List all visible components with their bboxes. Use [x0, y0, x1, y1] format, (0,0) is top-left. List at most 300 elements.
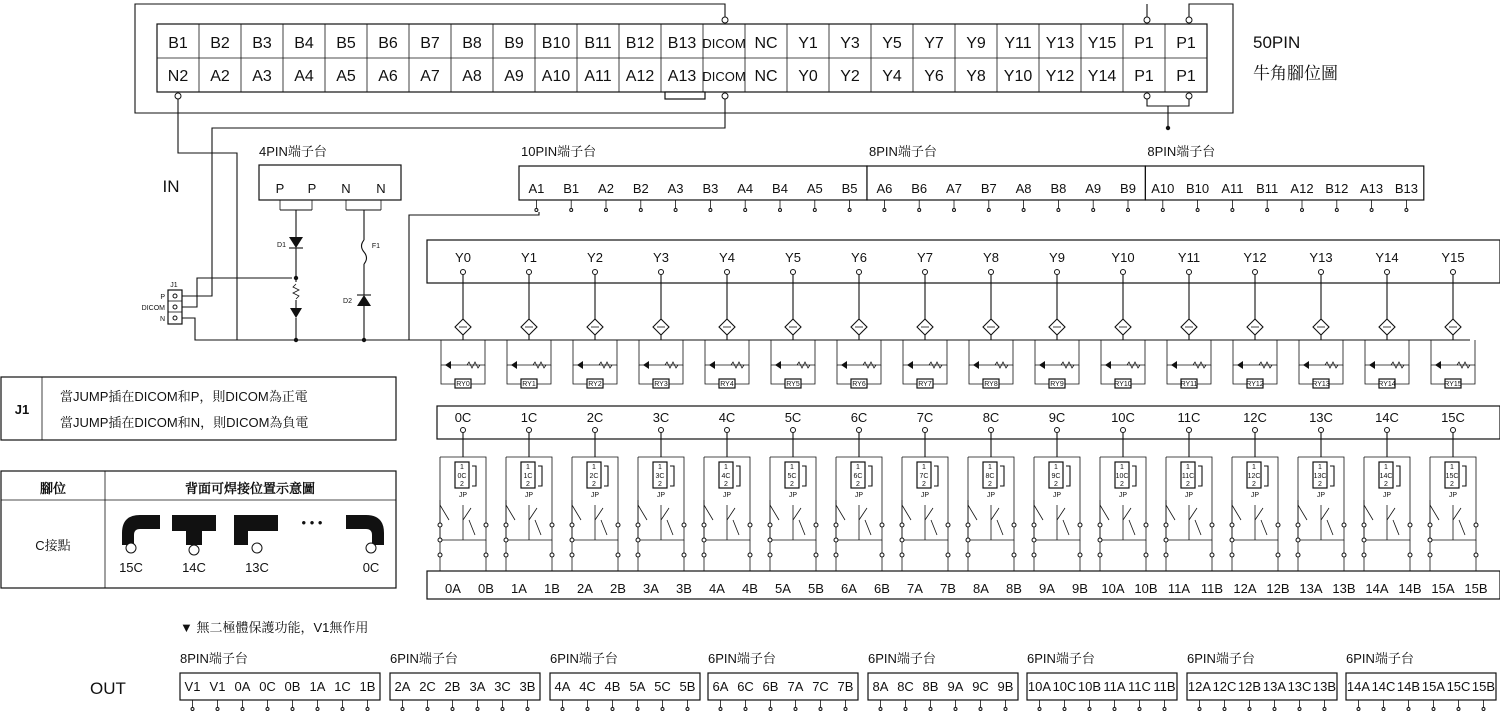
connector-pin-top: B4 — [294, 35, 314, 52]
jp-pin1: 1 — [1054, 464, 1058, 471]
input-pin: A8 — [1015, 181, 1032, 196]
contact-channel-9 — [1032, 433, 1082, 579]
contact-channel-6 — [834, 433, 884, 579]
jp-c-label: 8C — [985, 473, 995, 480]
jp-pin1: 1 — [988, 464, 992, 471]
output-pin: 3B — [519, 679, 536, 694]
contact-channel-0 — [438, 433, 488, 579]
jp-pin1: 1 — [526, 464, 530, 471]
b-contact-label: 11B — [1200, 581, 1224, 596]
connector-pin-bottom: P1 — [1176, 68, 1196, 85]
b-contact-label: 7B — [940, 581, 956, 596]
connector-pin-bottom: Y12 — [1045, 68, 1075, 85]
jp-pin1: 1 — [1450, 464, 1454, 471]
j1-note — [1, 377, 396, 440]
input-pin: B2 — [632, 181, 649, 196]
jp-c-label: 2C — [589, 473, 599, 480]
contact-channel-12 — [1230, 433, 1280, 579]
input-pin: B5 — [841, 181, 858, 196]
a-contact-label: 8A — [973, 581, 989, 596]
connector-pin-bottom: Y2 — [840, 68, 860, 85]
b-contact-label: 15B — [1464, 581, 1488, 596]
input-pin: B13 — [1394, 181, 1418, 196]
jp-pin2: 2 — [592, 481, 596, 488]
input-pin: A6 — [876, 181, 893, 196]
output-pin: 14A — [1346, 679, 1371, 694]
jp-c-label: 15C — [1445, 473, 1459, 480]
jp-pin2: 2 — [724, 481, 728, 488]
terminal-4pin-pin: N — [341, 181, 351, 196]
output-pin: V1 — [209, 679, 226, 694]
y-channel-label: Y10 — [1111, 250, 1135, 265]
connector-title: 50PIN — [1253, 33, 1301, 52]
y-channel-label: Y1 — [521, 250, 537, 265]
jp-pin1: 1 — [922, 464, 926, 471]
output-pin: 13C — [1287, 679, 1312, 694]
connector-pin-bottom: Y10 — [1003, 68, 1033, 85]
jp-label: JP — [458, 492, 468, 499]
in-label: IN — [162, 177, 180, 196]
jp-c-label: 9C — [1051, 473, 1061, 480]
output-pin: 1A — [309, 679, 326, 694]
output-block-title: 6PIN端子台 — [550, 651, 618, 666]
output-pin: 0C — [259, 679, 276, 694]
jp-label: JP — [656, 492, 666, 499]
output-pin: 9B — [997, 679, 1014, 694]
relay-label: RY9 — [1050, 381, 1064, 388]
jp-c-label: 5C — [787, 473, 797, 480]
y-channel-label: Y14 — [1375, 250, 1399, 265]
b-contact-label: 2B — [610, 581, 626, 596]
c-channel-label: 8C — [982, 410, 1000, 425]
output-pin: 15C — [1446, 679, 1471, 694]
output-pin: 5A — [629, 679, 646, 694]
input-pin: B9 — [1120, 181, 1136, 196]
a-contact-label: 5A — [775, 581, 791, 596]
jp-label: JP — [722, 492, 732, 499]
relay-label: RY2 — [588, 381, 602, 388]
c-channel-label: 2C — [586, 410, 604, 425]
jp-pin1: 1 — [1120, 464, 1124, 471]
relay-channel-3 — [639, 275, 683, 388]
output-pin: 7C — [812, 679, 829, 694]
out-label: OUT — [90, 679, 126, 698]
output-pin: 6A — [712, 679, 729, 694]
relay-channel-2 — [573, 275, 617, 388]
relay-channel-5 — [771, 275, 815, 388]
input-pin: A2 — [598, 181, 614, 196]
jp-label: JP — [788, 492, 798, 499]
y-channel-label: Y11 — [1177, 250, 1201, 265]
output-block-4 — [868, 673, 1018, 700]
relay-channel-0 — [441, 275, 485, 388]
input-pin: B12 — [1325, 181, 1349, 196]
output-pin: 13A — [1262, 679, 1287, 694]
b-contact-label: 6B — [874, 581, 890, 596]
y-channel-label: Y9 — [1049, 250, 1065, 265]
input-pin: A5 — [806, 181, 823, 196]
c-channel-label: 4C — [718, 410, 736, 425]
j1-pin-label: N — [159, 316, 165, 323]
connector-pin-bottom: Y4 — [882, 68, 902, 85]
b-contact-label: 13B — [1332, 581, 1356, 596]
output-pin: 1B — [359, 679, 376, 694]
connector-pin-bottom: A13 — [667, 68, 697, 85]
c-channel-label: 10C — [1111, 410, 1135, 425]
relay-label: RY10 — [1114, 381, 1132, 388]
connector-pin-top: Y13 — [1045, 35, 1075, 52]
connector-pin-bottom: A2 — [210, 68, 230, 85]
relay-channel-12 — [1233, 275, 1277, 388]
output-pin: 4A — [554, 679, 571, 694]
jp-pin1: 1 — [856, 464, 860, 471]
output-pin: 10B — [1077, 679, 1102, 694]
d2-label: D2 — [343, 298, 352, 305]
relay-label: RY3 — [654, 381, 668, 388]
y-channel-label: Y3 — [653, 250, 669, 265]
connector-pin-top: B11 — [584, 35, 612, 52]
jp-pin1: 1 — [1384, 464, 1388, 471]
jp-label: JP — [854, 492, 864, 499]
a-contact-label: 3A — [643, 581, 659, 596]
a-contact-label: 14A — [1365, 581, 1389, 596]
a-contact-label: 0A — [445, 581, 461, 596]
ab-row — [427, 571, 1500, 599]
output-pin: 2C — [419, 679, 436, 694]
relay-channel-10 — [1101, 275, 1145, 388]
contact-channel-3 — [636, 433, 686, 579]
output-block-3 — [708, 673, 858, 700]
jp-pin1: 1 — [1252, 464, 1256, 471]
terminal-4pin-pin: P — [275, 181, 285, 196]
jp-pin1: 1 — [790, 464, 794, 471]
relay-channel-1 — [507, 275, 551, 388]
connector-pin-top: B6 — [378, 35, 398, 52]
output-pin: 1C — [334, 679, 351, 694]
c-channel-label: 6C — [850, 410, 868, 425]
connector-pin-bottom: DICOM — [702, 69, 746, 84]
c-channel-label: 7C — [916, 410, 934, 425]
input-pin: B4 — [772, 181, 788, 196]
output-y-row — [427, 240, 1500, 283]
j1-note-line2: 當JUMP插在DICOM和N，則DICOM為負電 — [60, 415, 309, 430]
relay-channel-9 — [1035, 275, 1079, 388]
connector-pin-top: P1 — [1134, 35, 1154, 52]
output-pin: 6B — [762, 679, 779, 694]
input-pin: A11 — [1221, 181, 1244, 196]
connector-pin-top: NC — [754, 35, 778, 52]
output-pin: 2A — [394, 679, 411, 694]
connector-pin-top: Y7 — [924, 35, 944, 52]
output-pin: 0A — [234, 679, 251, 694]
relay-label: RY1 — [522, 381, 536, 388]
output-block-title: 8PIN端子台 — [180, 651, 248, 666]
relay-channel-13 — [1299, 275, 1343, 388]
contact-channel-7 — [900, 433, 950, 579]
y-channel-label: Y5 — [785, 250, 801, 265]
output-pin: 14C — [1371, 679, 1396, 694]
j1-note-label: J1 — [14, 402, 30, 417]
y-channel-label: Y12 — [1243, 250, 1267, 265]
input-pin: B7 — [980, 181, 997, 196]
contact-channel-2 — [570, 433, 620, 579]
jp-c-label: 7C — [919, 473, 929, 480]
output-pin: 4B — [604, 679, 621, 694]
jp-c-label: 14C — [1379, 473, 1393, 480]
a-contact-label: 13A — [1299, 581, 1323, 596]
connector-pin-bottom: A10 — [541, 68, 571, 85]
connector-50pin — [157, 24, 1207, 99]
jp-pin2: 2 — [1318, 481, 1322, 488]
jp-label: JP — [920, 492, 930, 499]
connector-pin-top: Y1 — [798, 35, 818, 52]
a-contact-label: 12A — [1233, 581, 1257, 596]
contact-channel-10 — [1098, 433, 1148, 579]
b-contact-label: 1B — [544, 581, 560, 596]
jp-label: JP — [1184, 492, 1194, 499]
input-block-title: 8PIN端子台 — [869, 144, 937, 159]
a-contact-label: 10A — [1101, 581, 1125, 596]
y-channel-label: Y13 — [1309, 250, 1333, 265]
b-contact-label: 4B — [742, 581, 758, 596]
a-contact-label: 4A — [709, 581, 725, 596]
output-pin: 8A — [872, 679, 889, 694]
contact-channel-1 — [504, 433, 554, 579]
input-pin: A1 — [528, 181, 545, 196]
output-pin: 15B — [1471, 679, 1496, 694]
output-pin: 3C — [494, 679, 511, 694]
relay-label: RY12 — [1246, 381, 1264, 388]
c-channel-label: 9C — [1048, 410, 1066, 425]
connector-pin-bottom: Y6 — [924, 68, 944, 85]
a-contact-label: 11A — [1167, 581, 1191, 596]
relay-label: RY8 — [984, 381, 998, 388]
jp-c-label: 10C — [1115, 473, 1129, 480]
connector-pin-top: B8 — [462, 35, 482, 52]
jp-pin1: 1 — [724, 464, 728, 471]
jp-c-label: 13C — [1313, 473, 1327, 480]
b-contact-label: 10B — [1134, 581, 1158, 596]
relay-label: RY4 — [720, 381, 734, 388]
output-pin: 0B — [284, 679, 301, 694]
output-block-title: 6PIN端子台 — [868, 651, 936, 666]
output-pin: 3A — [469, 679, 486, 694]
jp-pin2: 2 — [1186, 481, 1190, 488]
j1-jumper — [142, 278, 1470, 340]
j1-pin-label: P — [160, 294, 165, 301]
jp-label: JP — [1316, 492, 1326, 499]
y-channel-label: Y15 — [1441, 250, 1465, 265]
input-pin: B8 — [1050, 181, 1067, 196]
relay-channel-11 — [1167, 275, 1211, 388]
b-contact-label: 0B — [478, 581, 494, 596]
output-pin: 7A — [787, 679, 804, 694]
b-contact-label: 5B — [808, 581, 824, 596]
output-pin: 7B — [837, 679, 854, 694]
output-block-1 — [390, 673, 540, 700]
relay-label: RY5 — [786, 381, 800, 388]
connector-subtitle: 牛角腳位圖 — [1253, 64, 1338, 83]
common-c-row — [437, 406, 1500, 439]
output-block-2 — [550, 673, 700, 700]
input-pin: B11 — [1256, 181, 1279, 196]
output-pin: 14B — [1396, 679, 1421, 694]
contact-channel-11 — [1164, 433, 1214, 579]
b-contact-label: 12B — [1266, 581, 1290, 596]
jp-c-label: 4C — [721, 473, 731, 480]
connector-pin-top: P1 — [1176, 35, 1196, 52]
jp-label: JP — [1052, 492, 1062, 499]
jp-label: JP — [1448, 492, 1458, 499]
jp-c-label: 12C — [1247, 473, 1261, 480]
terminal-4pin — [259, 165, 401, 342]
jp-pin2: 2 — [922, 481, 926, 488]
note-text: ▼ 無二極體保護功能，V1無作用 — [180, 620, 369, 635]
input-block-title: 10PIN端子台 — [521, 144, 597, 159]
jp-pin2: 2 — [1054, 481, 1058, 488]
connector-pin-top: B2 — [210, 35, 230, 52]
jp-label: JP — [590, 492, 600, 499]
input-pin: A7 — [946, 181, 962, 196]
jp-pin1: 1 — [592, 464, 596, 471]
output-pin: 11A — [1103, 679, 1126, 694]
connector-pin-top: B7 — [420, 35, 440, 52]
input-block-title: 8PIN端子台 — [1147, 144, 1216, 159]
relay-channel-15 — [1431, 275, 1475, 388]
a-contact-label: 15A — [1431, 581, 1455, 596]
solder-col2: 背面可焊接位置示意圖 — [184, 481, 316, 496]
output-pin: 10C — [1052, 679, 1077, 694]
j1-note-box — [1, 377, 396, 440]
c-channel-label: 12C — [1243, 410, 1267, 425]
jp-pin2: 2 — [1252, 481, 1256, 488]
c-channel-label: 1C — [520, 410, 538, 425]
solder-dots: • • • — [301, 515, 323, 530]
output-pin: V1 — [184, 679, 201, 694]
jp-pin2: 2 — [856, 481, 860, 488]
output-block-title: 6PIN端子台 — [708, 651, 776, 666]
output-pin: 15A — [1421, 679, 1446, 694]
jp-c-label: 6C — [853, 473, 863, 480]
output-pin: 10A — [1027, 679, 1052, 694]
jp-label: JP — [524, 492, 534, 499]
connector-key — [665, 92, 705, 99]
contact-channel-15 — [1428, 433, 1478, 579]
b-contact-label: 3B — [676, 581, 692, 596]
jp-pin2: 2 — [460, 481, 464, 488]
relay-label: RY6 — [852, 381, 866, 388]
connector-pin-top: B9 — [504, 35, 524, 52]
output-pin: 8C — [897, 679, 914, 694]
c-channel-label: 11C — [1177, 410, 1201, 425]
f1-label: F1 — [371, 243, 381, 250]
connector-pin-top: Y5 — [882, 35, 902, 52]
solder-row-label: C接點 — [35, 538, 71, 553]
connector-pin-top: Y3 — [840, 35, 860, 52]
output-pin: 13B — [1312, 679, 1337, 694]
jp-pin2: 2 — [1450, 481, 1454, 488]
output-pin: 12C — [1212, 679, 1237, 694]
output-block-title: 6PIN端子台 — [1346, 651, 1414, 666]
connector-pin-bottom: N2 — [167, 68, 189, 85]
jp-pin2: 2 — [658, 481, 662, 488]
connector-pin-bottom: A6 — [378, 68, 398, 85]
relay-channel-4 — [705, 275, 749, 388]
connector-pin-top: DICOM — [702, 36, 746, 51]
relay-label: RY11 — [1180, 381, 1198, 388]
connector-pin-bottom: A7 — [420, 68, 440, 85]
relay-channel-8 — [969, 275, 1013, 388]
output-pin: 11B — [1153, 679, 1176, 694]
input-pin: A13 — [1360, 181, 1384, 196]
connector-pin-bottom: Y14 — [1087, 68, 1117, 85]
connector-pin-bottom: NC — [754, 68, 778, 85]
solder-pad-label: 15C — [119, 560, 143, 575]
contact-channel-5 — [768, 433, 818, 579]
b-contact-label: 8B — [1006, 581, 1022, 596]
terminal-4pin-pin: P — [307, 181, 317, 196]
input-pin: B10 — [1186, 181, 1210, 196]
connector-pin-top: Y9 — [966, 35, 986, 52]
output-pin: 12B — [1237, 679, 1262, 694]
connector-pin-top: Y15 — [1087, 35, 1117, 52]
relay-label: RY7 — [918, 381, 932, 388]
input-pin: B6 — [911, 181, 928, 196]
connector-pin-bottom: A11 — [584, 68, 612, 85]
output-pin: 9C — [972, 679, 989, 694]
j1-label: J1 — [170, 282, 178, 289]
connector-pin-bottom: P1 — [1134, 68, 1154, 85]
connector-pin-top: B1 — [168, 35, 188, 52]
connector-pin-bottom: A9 — [504, 68, 524, 85]
y-channel-label: Y6 — [851, 250, 867, 265]
jp-pin1: 1 — [1186, 464, 1190, 471]
output-pin: 9A — [947, 679, 964, 694]
relay-label: RY14 — [1378, 381, 1396, 388]
jp-label: JP — [986, 492, 996, 499]
relay-label: RY15 — [1444, 381, 1462, 388]
jp-pin2: 2 — [988, 481, 992, 488]
relay-label: RY13 — [1312, 381, 1330, 388]
terminal-4pin-pin: N — [376, 181, 386, 196]
a-contact-label: 9A — [1039, 581, 1055, 596]
c-channel-label: 0C — [454, 410, 472, 425]
contact-channel-8 — [966, 433, 1016, 579]
output-block-title: 6PIN端子台 — [1027, 651, 1095, 666]
contact-channel-14 — [1362, 433, 1412, 579]
connector-pin-top: B10 — [541, 35, 571, 52]
jp-label: JP — [1118, 492, 1128, 499]
c-channel-label: 3C — [652, 410, 670, 425]
relay-channel-6 — [837, 275, 881, 388]
jp-pin1: 1 — [460, 464, 464, 471]
connector-pin-bottom: Y8 — [966, 68, 986, 85]
c-channel-label: 14C — [1375, 410, 1399, 425]
contact-channel-4 — [702, 433, 752, 579]
relay-label: RY0 — [456, 381, 470, 388]
y-channel-label: Y7 — [917, 250, 933, 265]
input-pin: A4 — [737, 181, 754, 196]
connector-pin-bottom: Y0 — [798, 68, 818, 85]
solder-pad-label: 0C — [362, 560, 380, 575]
input-pin: A3 — [667, 181, 684, 196]
output-pin: 8B — [922, 679, 939, 694]
jp-pin2: 2 — [1120, 481, 1124, 488]
output-block-title: 6PIN端子台 — [390, 651, 458, 666]
c-channel-label: 13C — [1309, 410, 1333, 425]
y-channel-label: Y0 — [455, 250, 471, 265]
jp-label: JP — [1250, 492, 1260, 499]
